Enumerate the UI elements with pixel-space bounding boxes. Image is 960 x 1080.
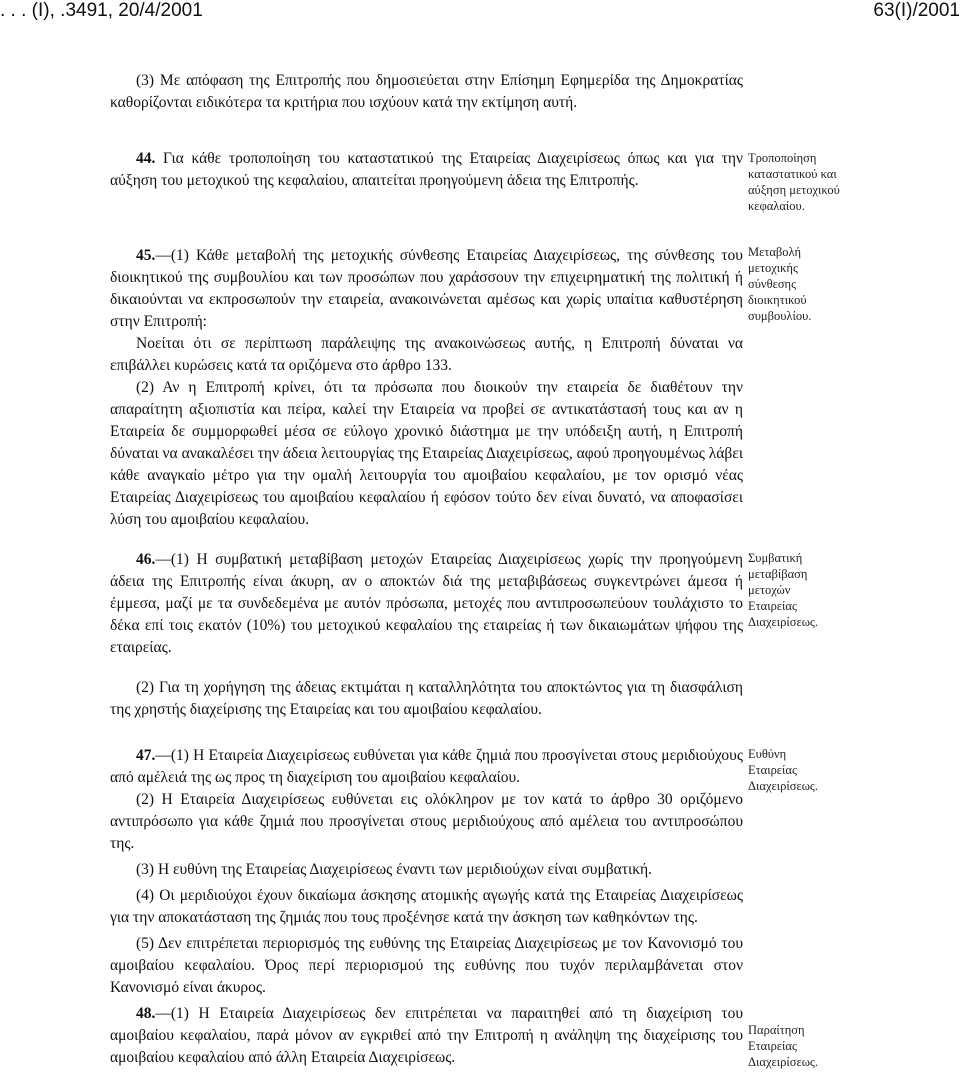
margin-note-48	[748, 1022, 948, 1070]
margin-note-line: καταστατικού και	[748, 167, 837, 181]
text-block	[110, 549, 743, 659]
text-block: (2) Αν η Επιτροπή κρίνει, ότι τα πρόσωπα που διοικούν την εταιρεία δε διαθέτουν την απαραίτητη αξιοπιστία και πείρα, καλεί την Εταιρεία να προβεί σε αντικατάστασή τους και αν η Εταιρεία δε συμμορφωθεί μέσα σε εύλογο χρονικό διάστημα με την υπόδειξη αυτή, η Επιτροπή δύναται να ανακαλέσει την άδεια λειτουργίας της Εταιρείας Διαχειρίσεως, αφού προηγουμένως λάβει κάθε αναγκαίο μέτρο για την ομαλή λειτουργία του αμοιβαίου κεφαλαίου, με τον ορισμό νέας Εταιρείας Διαχειρίσεως του αμοιβαίου κεφαλαίου ή εφόσον τούτο δεν είναι δυνατό, να αποφασίσει λύση του αμοιβαίου κεφαλαίου.	[110, 379, 743, 528]
article-45-2	[110, 377, 743, 531]
article-45	[110, 245, 743, 377]
margin-note-line: Μεταβολή	[748, 245, 802, 259]
text-block	[110, 148, 743, 192]
article-text: —(1) Η Εταιρεία Διαχειρίσεως δεν επιτρέπεται να παραιτηθεί από τη διαχείριση του αμοιβαίου κεφαλαίου, παρά μόνον αν εγκριθεί από την Επιτροπή η ανάληψη της διαχείρισης του αμοιβαίου κεφαλαίου από άλλη Εταιρεία Διαχειρίσεως.	[110, 1005, 743, 1066]
text-block	[110, 245, 743, 333]
text-block	[110, 1003, 743, 1069]
text-block: (2) Για τη χορήγηση της άδειας εκτιμάται η καταλληλότητα του αποκτώντος για τη διασφάλιση της χρηστής διαχείρισης της Εταιρείας και του αμοιβαίου κεφαλαίου.	[110, 679, 743, 718]
margin-note-line: μεταβίβαση	[748, 567, 808, 581]
article-44	[110, 148, 743, 192]
article-46	[110, 549, 743, 659]
margin-note-line: συμβουλίου.	[748, 309, 812, 323]
text-block: (5) Δεν επιτρέπεται περιορισμός της ευθύνης της Εταιρείας Διαχειρίσεως με τον Κανονισμό του αμοιβαίου κεφαλαίου. Όρος περί περιορισμού της ευθύνης που τυχόν περιλαμβάνεται στον Κανονισμό είναι άκυρος.	[110, 935, 743, 996]
article-number: 44.	[136, 150, 156, 167]
margin-note-line: Εταιρείας	[748, 763, 797, 777]
page-header	[0, 0, 960, 26]
margin-note-line: Τροποποίηση	[748, 151, 817, 165]
margin-note-line: κεφαλαίου.	[748, 199, 805, 213]
margin-note-46	[748, 550, 948, 630]
article-number: 48.	[136, 1005, 156, 1022]
article-47	[110, 745, 743, 1069]
margin-note-line: Εταιρείας	[748, 1039, 797, 1053]
margin-note-47	[748, 746, 948, 794]
header-law-number: 63(Ι)/2001	[873, 0, 960, 21]
text-block: (3) Με απόφαση της Επιτροπής που δημοσιεύεται στην Επίσημη Εφημερίδα της Δημοκρατίας καθορίζονται ειδικότερα τα κριτήρια που ισχύουν κατά την εκτίμηση αυτή.	[110, 72, 743, 111]
margin-note-line: Συμβατική	[748, 551, 803, 565]
article-text: —(1) Κάθε μεταβολή της μετοχικής σύνθεσης Εταιρείας Διαχειρίσεως, της σύνθεσης του διοικητικού της συμβουλίου και των προσώπων που χαράσσουν την επιχειρηματική της πολιτική ή δικαιούνται να εκπροσωπούν την εταιρεία, ανακοινώνεται αμέσως και χωρίς υπαίτια καθυστέρηση στην Επιτροπή:	[110, 247, 743, 330]
text-block: (2) Η Εταιρεία Διαχειρίσεως ευθύνεται εις ολόκληρον με τον κατά το άρθρο 30 οριζόμενο αντιπρόσωπο για κάθε ζημιά που προσγίνεται στους μεριδιούχους από αμέλεια του αντιπροσώπου της.	[110, 791, 743, 852]
margin-note-line: Ευθύνη	[748, 747, 787, 761]
text-block: (4) Οι μεριδιούχοι έχουν δικαίωμα άσκησης ατομικής αγωγής κατά της Εταιρείας Διαχειρίσεως για την αποκατάσταση της ζημιάς που τους προξένησε κατά την άσκηση των καθηκόντων της.	[110, 887, 743, 926]
article-number: 46.	[136, 551, 156, 568]
margin-note-line: μετοχών	[748, 583, 791, 597]
text-block: (3) Η ευθύνη της Εταιρείας Διαχειρίσεως έναντι των μεριδιούχων είναι συμβατική.	[136, 861, 652, 878]
margin-note-44	[748, 150, 948, 214]
article-number: 47.	[136, 747, 156, 764]
margin-note-line: Διαχειρίσεως.	[748, 615, 819, 629]
margin-note-line: Παραίτηση	[748, 1023, 805, 1037]
article-number: 45.	[136, 247, 156, 264]
text-block	[110, 745, 743, 789]
article-text: —(1) Η συμβατική μεταβίβαση μετοχών Εταιρείας Διαχειρίσεως χωρίς την προηγούμενη άδεια της Επιτροπής είναι άκυρη, αν ο αποκτών διά της μεταβιβάσεως συγκεντρώνει άμεσα ή έμμεσα, μαζί με τα συνδεδεμένα με αυτόν πρόσωπα, μετοχές που αντιπροσωπεύουν τουλάχιστο το δέκα επί τοις εκατόν (10%) του μετοχικού κεφαλαίου της εταιρείας ή των δικαιωμάτων ψήφου της εταιρείας.	[110, 551, 743, 656]
margin-note-line: αύξηση μετοχικού	[748, 183, 840, 197]
proviso-text: Νοείται ότι σε περίπτωση παράλειψης της ανακοινώσεως αυτής, η Επιτροπή δύναται να επιβάλλει κυρώσεις κατά τα οριζόμενα στο άρθρο 133.	[110, 335, 743, 374]
margin-note-line: διοικητικού	[748, 293, 807, 307]
margin-note-line: μετοχικής	[748, 261, 798, 275]
article-46-2	[110, 677, 743, 721]
article-text: —(1) Η Εταιρεία Διαχειρίσεως ευθύνεται για κάθε ζημιά που προσγίνεται στους μεριδιούχους από αμέλειά της ως προς τη διαχείριση του αμοιβαίου κεφαλαίου.	[110, 747, 743, 786]
margin-note-line: σύνθεσης	[748, 277, 797, 291]
article-text: Για κάθε τροποποίηση του καταστατικού της Εταιρείας Διαχειρίσεως όπως και για την αύξηση του μετοχικού της κεφαλαίου, απαιτείται προηγούμενη άδεια της Επιτροπής.	[110, 150, 743, 189]
header-reference: . . . (Ι), .3491, 20/4/2001	[0, 0, 203, 21]
margin-note-line: Διαχειρίσεως.	[748, 779, 819, 793]
margin-note-line: Εταιρείας	[748, 599, 797, 613]
margin-note-45	[748, 244, 948, 324]
paragraph-43-3	[110, 70, 743, 114]
margin-note-line: Διαχειρίσεως.	[748, 1055, 819, 1069]
